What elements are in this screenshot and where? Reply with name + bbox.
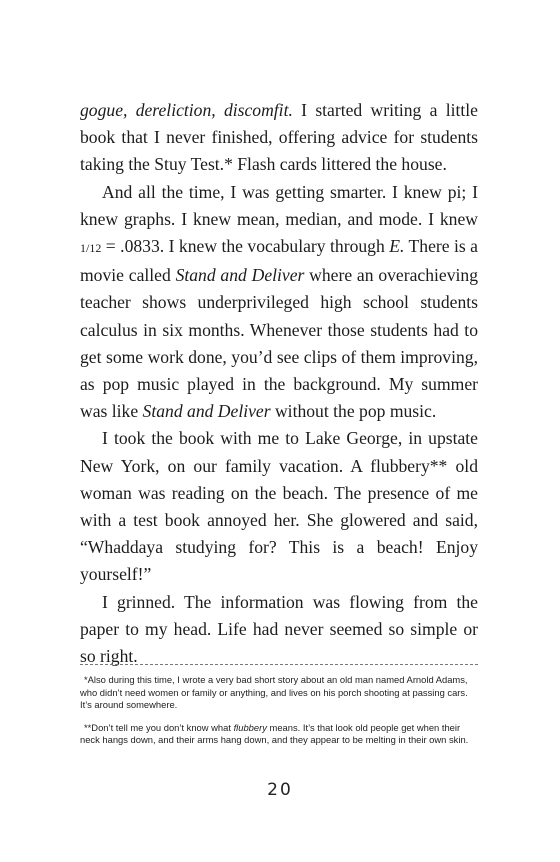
movie-title-1: Stand and Deliver [175,265,305,286]
footnote-divider [80,664,478,665]
paragraph-2 [80,179,478,426]
letter-e: E. [389,236,405,257]
footnote-2-text-a: **Don’t tell me you don’t know what [84,721,234,733]
footnote-2-text-b: means. It’s that look old people get when their neck hangs down, and their arms hang down, and they appear to be melting in their own skin. [80,721,469,745]
vocabulary-words: gogue, dereliction, discomfit. [80,100,293,120]
paragraph-1-text: I started writing a little book that I never finished, offering advice for students taking the Stuy Test.* Flash cards littered the house. [80,100,478,175]
paragraph-2-text-c: There is a movie called [80,236,478,286]
page-number: 20 [267,780,293,800]
fraction: 1/12 [80,241,102,256]
paragraph-1 [80,97,478,179]
footnote-2 [80,722,478,747]
paragraph-2-text-d: where an overachieving teacher shows underprivileged high school students calculus in six months. Whenever those students had to get some work done, you’d see clips of them improving, as pop music played in the background. My summer was like [80,265,478,422]
main-text-block [80,97,478,670]
paragraph-2-text-a: And all the time, I was getting smarter. I knew pi; I knew graphs. I knew mean, median, and mode. I knew [80,181,478,229]
footnotes [80,674,478,757]
paragraph-2-text-b: = .0833. I knew the vocabulary through [101,236,390,257]
paragraph-2-text-e: without the pop music. [270,401,437,422]
paragraph-4: I grinned. The information was flowing from the paper to my head. Life had never seemed so simple or so right. [80,591,478,667]
footnote-1: *Also during this time, I wrote a very bad short story about an old man named Arnold Adams, who didn’t need women or family or anything, and lives on his porch shooting at passing cars. It’s around somewhere. [80,674,468,710]
movie-title-2: Stand and Deliver [142,401,271,422]
paragraph-3: I took the book with me to Lake George, in upstate New York, on our family vacation. A flubbery** old woman was reading on the beach. The presence of me with a test book annoyed her. She glowered and said, “Whaddaya studying for? This is a beach! Enjoy yourself!” [80,428,478,585]
footnote-2-italic-word: flubbery [233,721,267,733]
